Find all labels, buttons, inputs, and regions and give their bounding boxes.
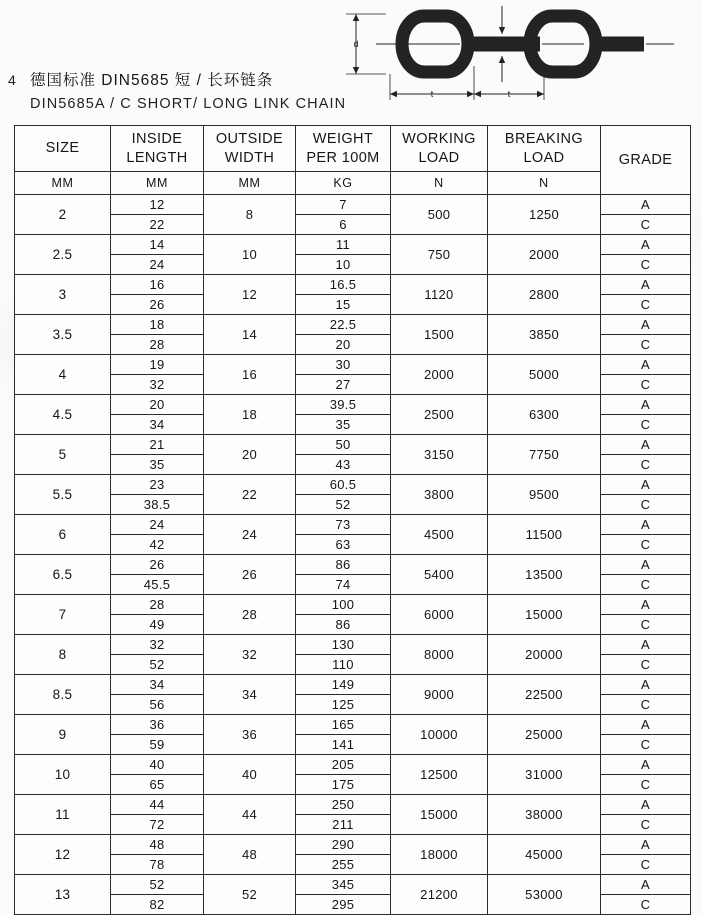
cell-grade-a: A <box>601 875 691 895</box>
cell-outside-width: 8 <box>204 195 296 235</box>
cell-outside-width: 32 <box>204 635 296 675</box>
cell-inside-length-c: 56 <box>111 695 204 715</box>
cell-weight-c: 86 <box>296 615 391 635</box>
cell-weight-a: 250 <box>296 795 391 815</box>
cell-working-load: 1500 <box>391 315 488 355</box>
cell-inside-length-c: 82 <box>111 895 204 915</box>
table-row <box>15 635 691 655</box>
table-row <box>15 395 691 415</box>
cell-weight-a: 16.5 <box>296 275 391 295</box>
header-line-1: OUTSIDE <box>215 130 284 147</box>
cell-weight-a: 22.5 <box>296 315 391 335</box>
cell-breaking-load: 7750 <box>488 435 601 475</box>
cell-breaking-load: 1250 <box>488 195 601 235</box>
cell-breaking-load: 9500 <box>488 475 601 515</box>
cell-grade-c: C <box>601 375 691 395</box>
table-row <box>15 755 691 775</box>
cell-working-load: 2000 <box>391 355 488 395</box>
table-body <box>15 195 691 915</box>
cell-inside-length-a: 16 <box>111 275 204 295</box>
cell-weight-c: 35 <box>296 415 391 435</box>
cell-outside-width: 22 <box>204 475 296 515</box>
cell-grade-a: A <box>601 555 691 575</box>
column-header-working-load <box>391 126 488 172</box>
cell-working-load: 1120 <box>391 275 488 315</box>
cell-weight-a: 86 <box>296 555 391 575</box>
cell-weight-a: 7 <box>296 195 391 215</box>
cell-inside-length-c: 59 <box>111 735 204 755</box>
cell-size: 6 <box>15 515 111 555</box>
cell-working-load: 8000 <box>391 635 488 675</box>
cell-outside-width: 52 <box>204 875 296 915</box>
cell-weight-a: 165 <box>296 715 391 735</box>
cell-grade-c: C <box>601 695 691 715</box>
table-row <box>15 195 691 215</box>
cell-breaking-load: 6300 <box>488 395 601 435</box>
cell-working-load: 18000 <box>391 835 488 875</box>
cell-working-load: 6000 <box>391 595 488 635</box>
cell-working-load: 3150 <box>391 435 488 475</box>
cell-weight-a: 60.5 <box>296 475 391 495</box>
cell-weight-c: 141 <box>296 735 391 755</box>
table-row <box>15 235 691 255</box>
header-line-2: LOAD <box>418 149 460 166</box>
cell-inside-length-a: 36 <box>111 715 204 735</box>
cell-size: 4 <box>15 355 111 395</box>
cell-weight-a: 130 <box>296 635 391 655</box>
table-row <box>15 515 691 535</box>
cell-inside-length-c: 26 <box>111 295 204 315</box>
cell-inside-length-a: 34 <box>111 675 204 695</box>
cell-weight-c: 15 <box>296 295 391 315</box>
cell-weight-c: 295 <box>296 895 391 915</box>
cell-grade-a: A <box>601 195 691 215</box>
cell-inside-length-c: 35 <box>111 455 204 475</box>
cell-weight-a: 73 <box>296 515 391 535</box>
cell-grade-c: C <box>601 655 691 675</box>
cell-inside-length-a: 44 <box>111 795 204 815</box>
cell-grade-a: A <box>601 395 691 415</box>
column-header-outside-width <box>204 126 296 172</box>
cell-size: 13 <box>15 875 111 915</box>
cell-breaking-load: 2000 <box>488 235 601 275</box>
cell-breaking-load: 31000 <box>488 755 601 795</box>
table-row <box>15 475 691 495</box>
cell-inside-length-a: 26 <box>111 555 204 575</box>
cell-size: 12 <box>15 835 111 875</box>
document-heading <box>0 68 347 112</box>
cell-outside-width: 26 <box>204 555 296 595</box>
cell-grade-a: A <box>601 515 691 535</box>
cell-size: 7 <box>15 595 111 635</box>
cell-breaking-load: 3850 <box>488 315 601 355</box>
dim-label-t2: t <box>507 89 511 99</box>
cell-inside-length-a: 20 <box>111 395 204 415</box>
cell-breaking-load: 53000 <box>488 875 601 915</box>
cell-breaking-load: 15000 <box>488 595 601 635</box>
cell-weight-c: 211 <box>296 815 391 835</box>
cell-outside-width: 36 <box>204 715 296 755</box>
cell-weight-c: 74 <box>296 575 391 595</box>
cell-size: 11 <box>15 795 111 835</box>
cell-inside-length-a: 18 <box>111 315 204 335</box>
cell-outside-width: 28 <box>204 595 296 635</box>
cell-inside-length-a: 48 <box>111 835 204 855</box>
cell-inside-length-a: 12 <box>111 195 204 215</box>
cell-grade-c: C <box>601 815 691 835</box>
cell-grade-c: C <box>601 855 691 875</box>
cell-inside-length-c: 28 <box>111 335 204 355</box>
cell-inside-length-c: 22 <box>111 215 204 235</box>
title-english: DIN5685A / C SHORT/ LONG LINK CHAIN <box>30 96 347 112</box>
table-row <box>15 275 691 295</box>
header-line-1: INSIDE <box>131 130 183 147</box>
cell-weight-c: 175 <box>296 775 391 795</box>
cell-working-load: 21200 <box>391 875 488 915</box>
cell-weight-a: 205 <box>296 755 391 775</box>
cell-breaking-load: 20000 <box>488 635 601 675</box>
cell-outside-width: 48 <box>204 835 296 875</box>
table-row <box>15 435 691 455</box>
cell-inside-length-a: 23 <box>111 475 204 495</box>
cell-size: 6.5 <box>15 555 111 595</box>
cell-working-load: 3800 <box>391 475 488 515</box>
cell-size: 8 <box>15 635 111 675</box>
cell-outside-width: 18 <box>204 395 296 435</box>
cell-grade-c: C <box>601 575 691 595</box>
unit-size: MM <box>15 172 111 195</box>
cell-grade-a: A <box>601 835 691 855</box>
cell-inside-length-c: 34 <box>111 415 204 435</box>
cell-inside-length-c: 52 <box>111 655 204 675</box>
column-header-weight-per-100m <box>296 126 391 172</box>
cell-working-load: 9000 <box>391 675 488 715</box>
cell-size: 4.5 <box>15 395 111 435</box>
dim-label-d: d <box>353 39 359 49</box>
cell-inside-length-a: 19 <box>111 355 204 375</box>
chain-spec-table-wrapper <box>14 125 690 915</box>
cell-size: 3 <box>15 275 111 315</box>
cell-grade-a: A <box>601 435 691 455</box>
column-header-inside-length <box>111 126 204 172</box>
cell-grade-c: C <box>601 735 691 755</box>
table-row <box>15 555 691 575</box>
cell-grade-c: C <box>601 215 691 235</box>
cell-working-load: 2500 <box>391 395 488 435</box>
header-line-2: PER 100M <box>306 149 380 166</box>
cell-weight-c: 52 <box>296 495 391 515</box>
unit-breaking-load: N <box>488 172 601 195</box>
cell-weight-c: 10 <box>296 255 391 275</box>
dim-label-t1: t <box>430 89 434 99</box>
cell-outside-width: 24 <box>204 515 296 555</box>
cell-inside-length-c: 49 <box>111 615 204 635</box>
cell-weight-c: 110 <box>296 655 391 675</box>
table-unit-row <box>15 172 691 195</box>
table-row <box>15 315 691 335</box>
cell-weight-c: 6 <box>296 215 391 235</box>
cell-grade-a: A <box>601 635 691 655</box>
header-line-2: LENGTH <box>126 149 188 166</box>
cell-weight-a: 50 <box>296 435 391 455</box>
cell-weight-a: 39.5 <box>296 395 391 415</box>
cell-weight-c: 20 <box>296 335 391 355</box>
cell-weight-a: 149 <box>296 675 391 695</box>
cell-weight-a: 290 <box>296 835 391 855</box>
cell-outside-width: 40 <box>204 755 296 795</box>
header-line-1: BREAKING <box>504 130 584 147</box>
cell-size: 9 <box>15 715 111 755</box>
cell-outside-width: 44 <box>204 795 296 835</box>
cell-inside-length-a: 40 <box>111 755 204 775</box>
cell-breaking-load: 13500 <box>488 555 601 595</box>
cell-weight-a: 345 <box>296 875 391 895</box>
cell-working-load: 12500 <box>391 755 488 795</box>
cell-grade-c: C <box>601 615 691 635</box>
table-row <box>15 875 691 895</box>
cell-size: 5.5 <box>15 475 111 515</box>
cell-inside-length-c: 45.5 <box>111 575 204 595</box>
cell-size: 2.5 <box>15 235 111 275</box>
cell-grade-c: C <box>601 495 691 515</box>
cell-size: 3.5 <box>15 315 111 355</box>
cell-grade-a: A <box>601 715 691 735</box>
cell-breaking-load: 38000 <box>488 795 601 835</box>
cell-grade-a: A <box>601 595 691 615</box>
header-line-1: WEIGHT <box>312 130 374 147</box>
cell-grade-c: C <box>601 895 691 915</box>
table-header-row <box>15 126 691 172</box>
cell-grade-c: C <box>601 255 691 275</box>
cell-grade-c: C <box>601 415 691 435</box>
cell-grade-a: A <box>601 315 691 335</box>
cell-inside-length-a: 52 <box>111 875 204 895</box>
cell-working-load: 4500 <box>391 515 488 555</box>
header-line-1: WORKING <box>402 130 476 147</box>
table-row <box>15 355 691 375</box>
unit-weight: KG <box>296 172 391 195</box>
cell-inside-length-c: 38.5 <box>111 495 204 515</box>
cell-grade-a: A <box>601 675 691 695</box>
cell-outside-width: 14 <box>204 315 296 355</box>
cell-grade-c: C <box>601 455 691 475</box>
cell-inside-length-c: 78 <box>111 855 204 875</box>
cell-inside-length-a: 28 <box>111 595 204 615</box>
cell-grade-a: A <box>601 355 691 375</box>
cell-grade-c: C <box>601 775 691 795</box>
unit-outside-width: MM <box>204 172 296 195</box>
cell-working-load: 750 <box>391 235 488 275</box>
table-row <box>15 595 691 615</box>
cell-inside-length-c: 32 <box>111 375 204 395</box>
cell-breaking-load: 11500 <box>488 515 601 555</box>
cell-inside-length-c: 42 <box>111 535 204 555</box>
cell-inside-length-a: 24 <box>111 515 204 535</box>
cell-weight-c: 27 <box>296 375 391 395</box>
cell-inside-length-a: 14 <box>111 235 204 255</box>
cell-inside-length-a: 21 <box>111 435 204 455</box>
unit-inside-length: MM <box>111 172 204 195</box>
cell-working-load: 5400 <box>391 555 488 595</box>
cell-size: 8.5 <box>15 675 111 715</box>
table-row <box>15 795 691 815</box>
cell-size: 5 <box>15 435 111 475</box>
cell-weight-c: 63 <box>296 535 391 555</box>
cell-size: 2 <box>15 195 111 235</box>
cell-working-load: 10000 <box>391 715 488 755</box>
table-row <box>15 675 691 695</box>
cell-inside-length-c: 24 <box>111 255 204 275</box>
cell-outside-width: 34 <box>204 675 296 715</box>
cell-inside-length-a: 32 <box>111 635 204 655</box>
cell-outside-width: 12 <box>204 275 296 315</box>
table-row <box>15 715 691 735</box>
column-header-grade: GRADE <box>601 126 691 195</box>
cell-size: 10 <box>15 755 111 795</box>
cell-breaking-load: 2800 <box>488 275 601 315</box>
cell-grade-a: A <box>601 475 691 495</box>
cell-working-load: 15000 <box>391 795 488 835</box>
cell-grade-a: A <box>601 795 691 815</box>
cell-outside-width: 16 <box>204 355 296 395</box>
cell-grade-c: C <box>601 295 691 315</box>
chain-link-diagram <box>334 0 702 112</box>
header-line-1: SIZE <box>45 140 80 157</box>
cell-breaking-load: 5000 <box>488 355 601 395</box>
cell-outside-width: 20 <box>204 435 296 475</box>
cell-weight-a: 100 <box>296 595 391 615</box>
cell-outside-width: 10 <box>204 235 296 275</box>
cell-breaking-load: 22500 <box>488 675 601 715</box>
cell-grade-a: A <box>601 235 691 255</box>
cell-breaking-load: 45000 <box>488 835 601 875</box>
header-line-2: WIDTH <box>224 149 275 166</box>
cell-weight-c: 255 <box>296 855 391 875</box>
cell-inside-length-c: 72 <box>111 815 204 835</box>
cell-grade-c: C <box>601 535 691 555</box>
cell-grade-a: A <box>601 275 691 295</box>
title-chinese: 德国标准 DIN5685 短 / 长环链条 <box>30 72 274 89</box>
cell-grade-a: A <box>601 755 691 775</box>
cell-weight-c: 125 <box>296 695 391 715</box>
header-line-2: LOAD <box>523 149 565 166</box>
column-header-breaking-load <box>488 126 601 172</box>
cell-inside-length-c: 65 <box>111 775 204 795</box>
chain-spec-table <box>14 125 691 915</box>
unit-working-load: N <box>391 172 488 195</box>
cell-weight-c: 43 <box>296 455 391 475</box>
section-number: 4 <box>8 72 17 88</box>
cell-grade-c: C <box>601 335 691 355</box>
column-header-size <box>15 126 111 172</box>
cell-working-load: 500 <box>391 195 488 235</box>
cell-breaking-load: 25000 <box>488 715 601 755</box>
table-row <box>15 835 691 855</box>
cell-weight-a: 11 <box>296 235 391 255</box>
cell-weight-a: 30 <box>296 355 391 375</box>
